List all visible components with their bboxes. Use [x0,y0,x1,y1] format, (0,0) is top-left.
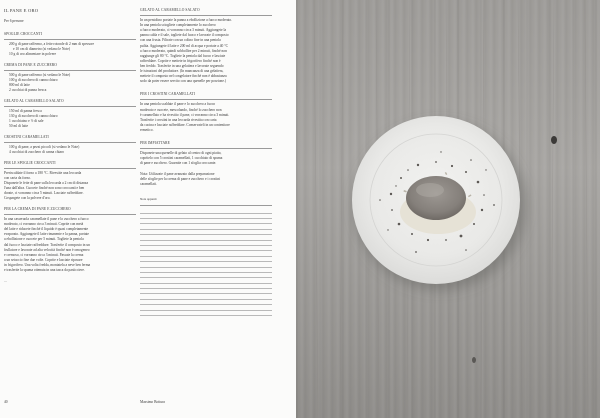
method-line: mettete il composto nel congelatore finché non è abbastanza [140,74,227,79]
divider [4,70,136,71]
divider [4,142,136,143]
ingredient-item: e 10 cm di diametro (si vedano le Note) [13,47,71,52]
continuation-ellipsis: ... [4,278,7,283]
method-line: con carta da forno. [4,175,31,180]
method-line: Disponete una quenelle di gelato al centro di ogni piatto, [140,151,222,156]
method-line: del latte e riducete finché il liquido è quasi completamente [4,227,89,232]
method-line: moderato, ci vorranno circa 3 minuti. Coprite con metà [4,222,84,227]
ingredient-group [4,63,136,93]
method-line: a ebollizione e cuocete per 5 minuti. Togliete la pentola [4,237,84,242]
ingredient-item: 2 cucchiai di panna fresca [9,88,47,93]
text-page [0,0,296,418]
ingredient-item: 200 g di pane raffermo, a fette rotonde di 2 mm di spessore [9,42,95,47]
divider [140,148,272,149]
method-line: Preriscaldate il forno a 180 °C. Rivestite una leccarda [4,170,82,175]
ingredient-item: 130 g di zucchero di canna chiaro [9,114,58,119]
method-line: raffreddare. Coprite e mettete in frigorifero finché non è [140,58,221,63]
method-section [140,141,272,166]
method-heading: PER IMPIATTARE [140,140,170,145]
method-line: In una pentola sciogliete completamente lo zucchero [140,23,216,28]
method-heading: GELATO AL CARAMELLO SALATO [140,8,200,12]
method-section [4,207,136,273]
method-line: è caramellato e ha rivestito il pane, ci vorranno circa 3 minuti. [140,112,230,117]
method-line: e cremoso, ci vorranno circa 3 minuti. Passate la crema [4,252,84,257]
note-line: delle sfoglie per la crema di pane e zucchero e i crostini [140,176,221,181]
ingredient-item: 50 ml di latte [9,124,29,129]
method-line: raggiunge gli 80 °C. Togliete la pentola dal fuoco e lasciate [140,53,226,58]
wood-knot [551,136,557,144]
notes-title: Note appunti [140,197,157,202]
method-line: frullatore e lavorate ad alta velocità finché non è omogeneo [4,247,90,252]
method-line: In una casseruola caramellate il pane e lo zucchero a fuoco [4,217,89,222]
note-line: Nota: Utilizzate il pane avanzato dalla preparazione [140,171,215,176]
method-section [140,92,272,133]
method-line: In un pentolino portate la panna a ebollizione a fuoco moderato. [140,18,233,23]
method-line: moderato e cuocete, mescolando, finché lo zucchero non [140,107,222,112]
ingredient-heading: CROSTINI CARAMELLATI [4,135,49,139]
method-heading: PER LA CREMA DI PANE E ZUCCHERO [4,206,71,211]
method-line: copritelo con 5 crostini caramellati, 1 cucchiaio di spuma [140,156,223,161]
method-line: da cucina e lasciate raffreddare. Conservateli in un contenitore [140,122,230,127]
recipe-title: IL PANE E ORO [4,8,39,13]
photo-illustration [296,0,600,418]
method-section [140,8,272,84]
divider [140,99,272,100]
method-line: pulita. Aggiungete il latte e 200 ml di acqua e portate a 40 °C [140,43,229,48]
dish-photo [296,0,600,418]
left-column [4,8,136,284]
wood-knot [472,357,476,363]
ingredient-item: 800 ml di latte [9,83,30,88]
divider [140,205,272,206]
note-ruled-line [140,311,272,316]
method-line: a un setaccio fine due volte. Coprite e lasciate riposare [4,257,83,262]
method-line: in frigorifero. Una volta fredda, montatela a neve ben ferma [4,262,91,267]
author-name: Massimo Bottura [140,400,165,404]
page-number: 40 [4,400,8,404]
method-section [4,161,136,202]
ingredient-group [4,135,136,155]
notes-lines [140,208,272,316]
quenelle-highlight [416,183,444,197]
method-line: sodo da poter essere servito con una quenelle per porzione.) [140,79,227,84]
ingredient-item: 500 g di pane raffermo (si vedano le Note) [9,73,71,78]
ingredient-item: 1 cucchiaino e ½ di sale [9,119,44,124]
divider [4,106,136,107]
divider [4,168,136,169]
ingredient-item: 100 g di zucchero di canna chiaro [9,78,58,83]
method-line: a fuoco moderato, quindi sobbollire per 2 minuti, finché non [140,48,227,53]
method-line: a fuoco moderato, ci vorranno circa 3 minuti. Aggiungete la [140,28,227,33]
method-line: le istruzioni del produttore. (In mancanza di una gelatiera, [140,69,224,74]
right-column [140,8,272,316]
method-heading: PER LE SPOGLIE CROCCANTI [4,160,56,165]
method-line: dal fuoco e lasciate raffreddare. Trasferite il composto in un [4,242,90,247]
method-line: Trasferite i crostini in una leccarda rivestita con carta [140,117,217,122]
ingredient-heading: SPOGLIE CROCCANTI [4,32,43,37]
method-heading: PER I CROSTINI CARAMELLATI [140,92,196,97]
quenelle [406,176,466,220]
method-line: evaporato. Aggiungete il latte rimanente e la panna, portate [4,232,90,237]
method-line: ben freddo. Trasferite in una gelatiera e lavorate seguendo [140,63,224,68]
ingredient-heading: GELATO AL CARAMELLO SALATO [4,99,64,104]
method-line: l'una dall'altra. Cuocete finché non sono croccanti e ben [4,186,85,191]
recipe-note [140,172,272,187]
method-line: ermetico. [140,127,154,132]
method-line: Cospargete con la polvere d'oro. [4,196,51,201]
divider [4,39,136,40]
method-line: e trasferite la spuma ottenuta in una tasca da pasticciere. [4,267,85,272]
ingredient-item: 100 g di pane, a pezzi piccoli (si vedano le Note) [9,145,80,150]
ingredient-heading: CREMA DI PANE E ZUCCHERO [4,63,57,68]
divider [140,15,272,16]
ingredient-item: 10 g di oro alimentare in polvere [9,52,57,57]
divider [4,214,136,215]
serves-text: Per 6 persone [4,19,24,24]
ingredient-group [4,32,136,57]
method-line: dorate, ci vorranno circa 5 minuti. Lasciate raffreddare. [4,191,84,196]
method-line: con una frusta. Filtrate con un colino fine in una pentola [140,38,221,43]
method-line: Disponete le fette di pane sulla leccarda a 2 cm di distanza [4,181,89,186]
method-line: In una pentola scaldate il pane e lo zucchero a fuoco [140,102,216,107]
ingredient-group [4,99,136,129]
method-line: panna calda e il sale, togliete dal fuoco e lavorate il composto [140,33,229,38]
method-line: di pane e zucchero. Guarnite con 1 sfoglia croccante. [140,161,217,166]
ingredient-item: 4 cucchiai di zucchero di canna chiaro [9,150,65,155]
ingredient-item: 150 ml di panna fresca [9,109,42,114]
note-line: caramellati. [140,182,157,187]
